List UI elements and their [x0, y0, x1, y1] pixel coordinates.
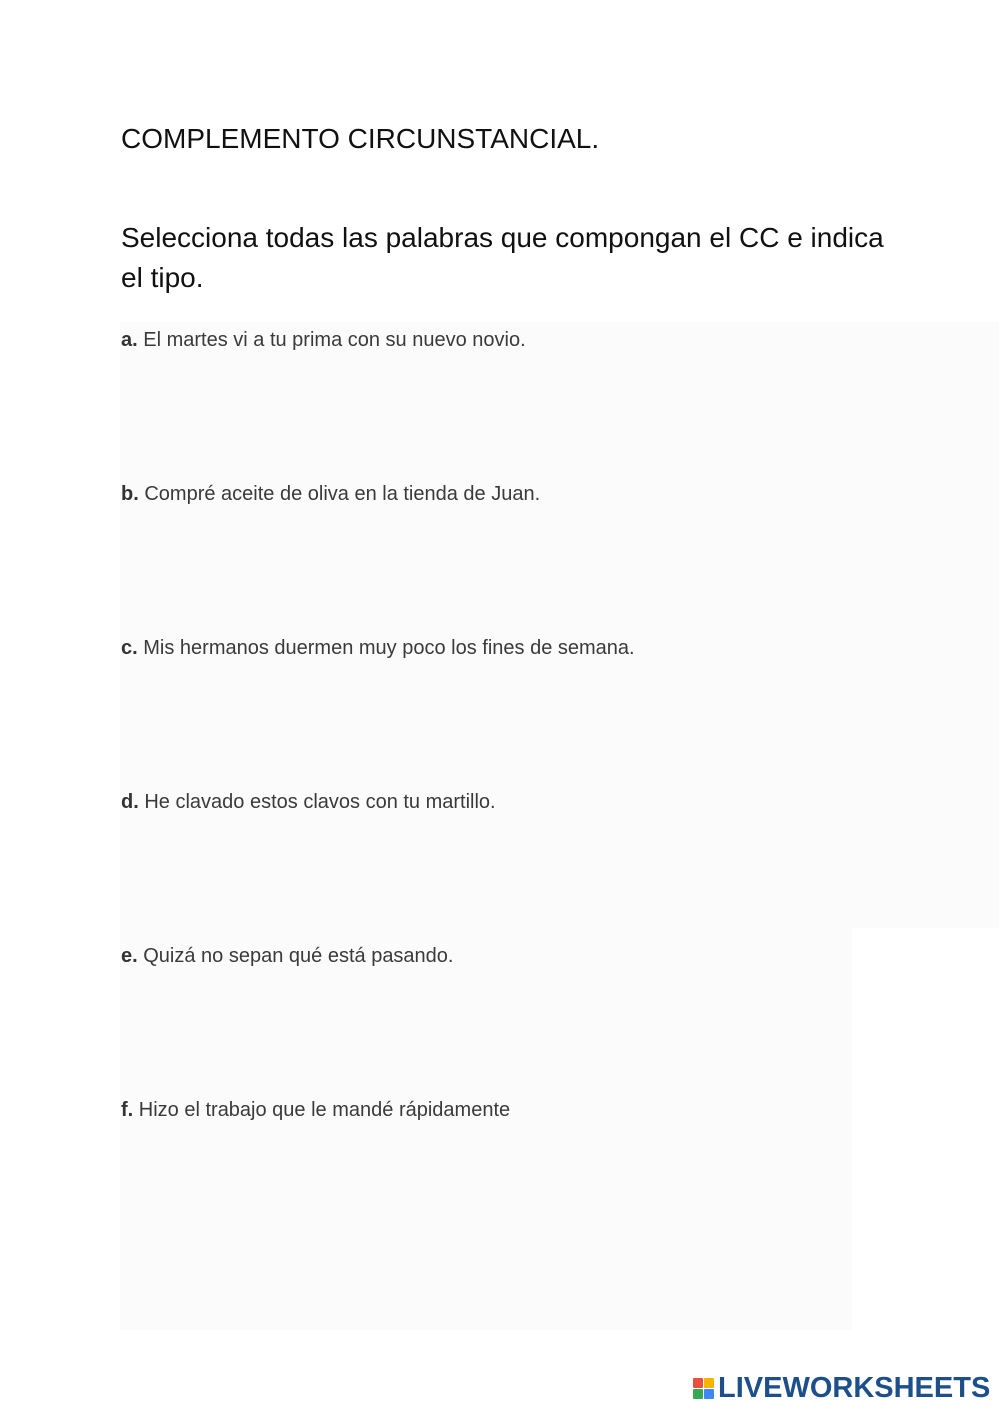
exercise-item-a[interactable] [121, 328, 526, 352]
exercise-item-d[interactable] [121, 790, 496, 814]
liveworksheets-logo[interactable] [693, 1372, 990, 1404]
worksheet-instruction: Selecciona todas las palabras que compongan el CC e indica el tipo. [121, 222, 884, 293]
item-sentence[interactable]: El martes vi a tu prima con su nuevo novio. [143, 329, 526, 351]
item-letter: d. [121, 791, 139, 813]
answer-area-lower [120, 928, 852, 1330]
exercise-item-f[interactable] [121, 1098, 510, 1122]
exercise-item-e[interactable] [121, 944, 453, 968]
item-sentence[interactable]: Compré aceite de oliva en la tienda de Juan. [144, 483, 541, 505]
item-letter: c. [121, 637, 138, 659]
answer-area-upper [120, 322, 999, 928]
item-letter: f. [121, 1099, 134, 1121]
liveworksheets-logo-icon [693, 1378, 714, 1399]
worksheet-title: COMPLEMENTO CIRCUNSTANCIAL. [121, 123, 600, 154]
item-sentence[interactable]: Mis hermanos duermen muy poco los fines de semana. [143, 637, 635, 659]
exercise-item-b[interactable] [121, 482, 540, 506]
item-sentence[interactable]: Hizo el trabajo que le mandé rápidamente [138, 1099, 511, 1121]
item-letter: b. [121, 483, 139, 505]
logo-text: LIVEWORKSHEETS [718, 1372, 991, 1404]
exercise-item-c[interactable] [121, 636, 635, 660]
item-sentence[interactable]: Quizá no sepan qué está pasando. [143, 945, 454, 967]
item-letter: a. [121, 329, 138, 351]
item-sentence[interactable]: He clavado estos clavos con tu martillo. [144, 791, 496, 813]
item-letter: e. [121, 945, 138, 967]
